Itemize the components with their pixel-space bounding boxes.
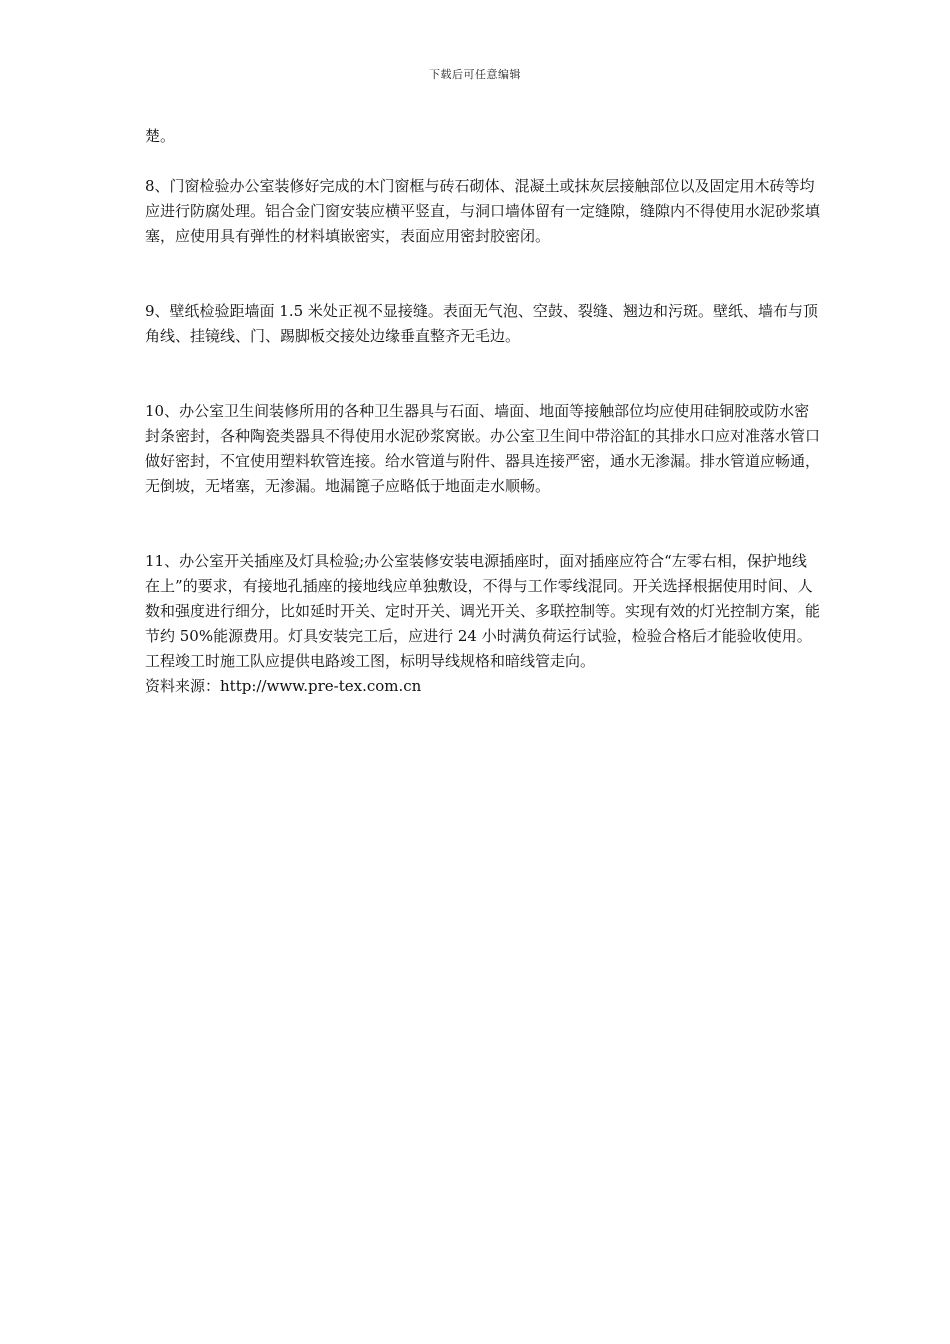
spacer <box>145 249 820 299</box>
spacer <box>145 349 820 399</box>
spacer <box>145 499 820 549</box>
document-body <box>145 124 820 699</box>
paragraph-11-switches-sockets: 11、办公室开关插座及灯具检验;办公室装修安装电源插座时，面对插座应符合“左零右相，保护地线在上”的要求，有接地孔插座的接地线应单独敷设，不得与工作零线混同。开关选择根据使用时间、人数和强度进行细分，比如延时开关、定时开关、调光开关、多联控制等。实现有效的灯光控制方案，能节约 50%能源费用。灯具安装完工后，应进行 24 小时满负荷运行试验，检验合格后才能验收使用。工程竣工时施工队应提供电路竣工图，标明导线规格和暗线管走向。 <box>145 552 821 670</box>
paragraph-continuation: 楚。 <box>145 127 176 145</box>
paragraph-10-bathroom: 10、办公室卫生间装修所用的各种卫生器具与石面、墙面、地面等接触部位均应使用硅铜胶或防水密封条密封，各种陶瓷类器具不得使用水泥砂浆窝嵌。办公室卫生间中带浴缸的其排水口应对准落水管口做好密封，不宜使用塑料软管连接。给水管道与附件、器具连接严密，通水无渗漏。排水管道应畅通，无倒坡，无堵塞，无渗漏。地漏篦子应略低于地面走水顺畅。 <box>145 402 821 495</box>
paragraph-8-door-window: 8、门窗检验办公室装修好完成的木门窗框与砖石砌体、混凝土或抹灰层接触部位以及固定用木砖等均应进行防腐处理。铝合金门窗安装应横平竖直，与洞口墙体留有一定缝隙，缝隙内不得使用水泥砂浆填塞，应使用具有弹性的材料填嵌密实，表面应用密封胶密闭。 <box>145 177 821 245</box>
page-header: 下载后可任意编辑 <box>429 68 521 81</box>
paragraph-9-wallpaper: 9、壁纸检验距墙面 1.5 米处正视不显接缝。表面无气泡、空鼓、裂缝、翘边和污斑。壁纸、墙布与顶角线、挂镜线、门、踢脚板交接处边缘垂直整齐无毛边。 <box>145 302 818 345</box>
spacer <box>145 149 820 174</box>
source-line: 资料来源：http://www.pre-tex.com.cn <box>145 677 422 695</box>
